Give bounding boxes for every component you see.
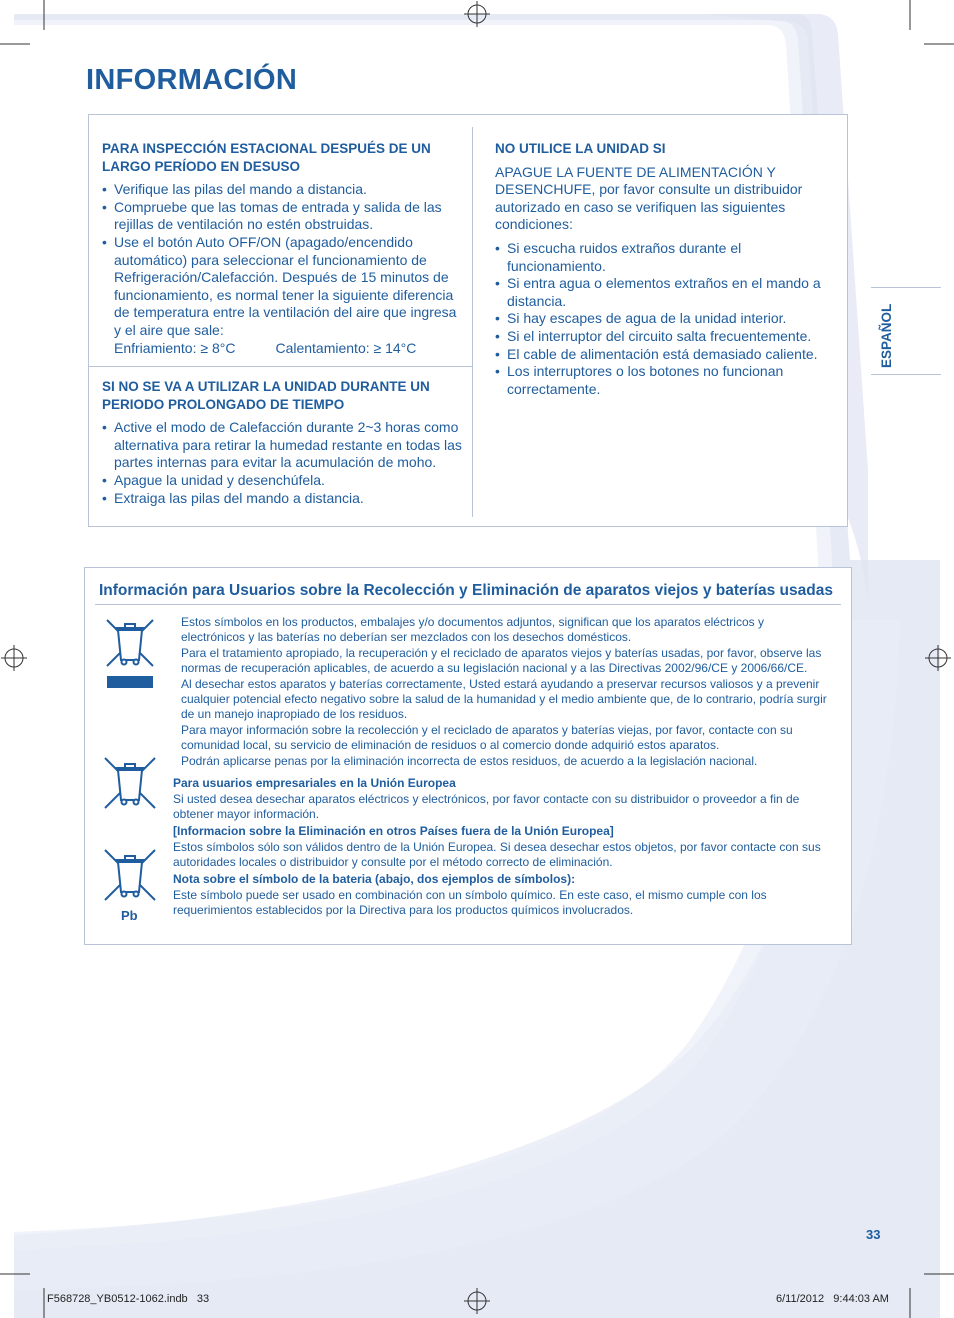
disposal-paragraphs: [181, 615, 831, 769]
section-intro: APAGUE LA FUENTE DE ALIMENTACIÓN Y DESENCHUFE, por favor consulte un distribuidor autorizado en caso se verifiquen las siguientes condiciones:: [495, 163, 803, 233]
list-item: • Apague la unidad y desenchúfela.: [102, 472, 462, 490]
list-item: • Si hay escapes de agua de la unidad interior.: [495, 310, 840, 328]
paragraph: Al desechar estos aparatos y baterías correctamente, Usted estará ayudando a preservar recursos valiosos y a prevenir cualquier potencial efecto negativo sobre la salud de la humanidad y el medio ambiente que, de lo contrario, podría surgir de un manejo inapropiado de los residuos.: [181, 676, 827, 722]
list-item: • Si escucha ruidos extraños durante el funcionamiento.: [495, 240, 840, 275]
list-item: • Active el modo de Calefacción durante 2~3 horas como alternativa para retirar la humedad restante en todas las partes internas para evitar la acumulación de moho.: [102, 419, 462, 472]
column-divider: [472, 127, 473, 517]
list-item: • Extraiga las pilas del mando a distancia.: [102, 490, 462, 508]
disposal-title: Información para Usuarios sobre la Recolección y Eliminación de aparatos viejos y baterías usadas: [99, 582, 833, 599]
section-heading: SI NO SE VA A UTILIZAR LA UNIDAD DURANTE UN PERIODO PROLONGADO DE TIEMPO: [102, 379, 430, 412]
seasonal-inspection-section: [102, 140, 462, 357]
crossed-out-bin-icon: [101, 846, 159, 904]
section-heading: NO UTILICE LA UNIDAD SI: [495, 141, 666, 156]
title-rule: [95, 604, 841, 605]
bullet-list: [495, 240, 840, 398]
info-panel: [88, 114, 848, 527]
footer-file-info: F568728_YB0512-1062.indb 33: [47, 1293, 210, 1305]
list-item: • Verifique las pilas del mando a distancia.: [102, 181, 462, 199]
outside-eu-text: Estos símbolos sólo son válidos dentro de la Unión Europea. Si desea desechar estos objetos, por favor contacte con sus autoridades locales o distribuidor y consulte por el método correcto de eliminación.: [173, 839, 821, 870]
page-title: INFORMACIÓN: [86, 64, 298, 96]
language-tab-label: ESPAÑOL: [879, 303, 894, 368]
paragraph: Para mayor información sobre la recolección y el reciclado de aparatos y baterías viejas, por favor, contacte con su comunidad local, su servicio de eliminación de residuos o al comercio donde adquirió estos aparatos.: [181, 722, 793, 753]
bullet-list: [102, 181, 462, 357]
disposal-notes: [173, 775, 833, 918]
list-item: • Si entra agua o elementos extraños en el mando a distancia.: [495, 275, 840, 310]
disposal-panel: [84, 567, 852, 945]
section-heading: PARA INSPECCIÓN ESTACIONAL DESPUÉS DE UN LARGO PERÍODO EN DESUSO: [102, 141, 431, 174]
chemical-symbol: Pb: [121, 908, 138, 923]
business-heading: Para usuarios empresariales en la Unión Europea: [173, 776, 456, 790]
crossed-out-bin-icon: [101, 754, 159, 812]
paragraph: Para el tratamiento apropiado, la recuperación y el reciclado de aparatos viejos y baterías usadas, por favor, observe las normas de recuperación aplicables, de acuerdo a su legislación nacional y a las Directivas 2002/96/CE y 2006/66/CE.: [181, 645, 822, 676]
list-item: • El cable de alimentación está demasiado caliente.: [495, 346, 840, 364]
list-item: • Compruebe que las tomas de entrada y salida de las rejillas de ventilación no estén obstruidas.: [102, 199, 462, 234]
list-item: • Los interruptores o los botones no funcionan correctamente.: [495, 363, 840, 398]
temperature-values: [114, 340, 462, 358]
footer-timestamp: 6/11/2012 9:44:03 AM: [776, 1293, 889, 1305]
paragraph: Estos símbolos en los productos, embalajes y/o documentos adjuntos, significan que los aparatos eléctricos y electrónicos y las baterías no deberían ser mezclados con los desechos domésticos.: [181, 615, 764, 645]
language-tab: [871, 287, 941, 375]
list-item: [102, 234, 462, 357]
section-divider: [89, 366, 472, 367]
outside-eu-heading: [Informacion sobre la Eliminación en otros Países fuera de la Unión Europea]: [173, 823, 614, 838]
long-period-section: [102, 378, 462, 507]
crossed-out-bin-icon: [103, 616, 157, 690]
list-item: • Si el interruptor del circuito salta frecuentemente.: [495, 328, 840, 346]
battery-heading: Nota sobre el símbolo de la bateria (abajo, dos ejemplos de símbolos):: [173, 871, 576, 886]
battery-text: Este símbolo puede ser usado en combinación con un símbolo químico. En este caso, el mismo cumple con los requerimientos establecidos por la Directiva para los productos químicos involucrados.: [173, 887, 767, 918]
bullet-list: [102, 419, 462, 507]
do-not-use-section: [495, 140, 840, 398]
business-text: Si usted desea desechar aparatos eléctricos y electrónicos, por favor contacte con su distribuidor o proveedor a fin de obtener mayor información.: [173, 792, 800, 822]
cooling-value: Enfriamiento: ≥ 8°C: [114, 339, 236, 356]
heating-value: Calentamiento: ≥ 14°C: [275, 339, 417, 356]
paragraph: Podrán aplicarse penas por la eliminación incorrecta de estos residuos, de acuerdo a la legislación nacional.: [181, 753, 758, 768]
list-item-text: Use el botón Auto OFF/ON (apagado/encendido automático) para seleccionar el funcionamiento de Refrigeración/Calefacción. Después de 15 minutos de funcionamiento, es normal tener la siguiente diferencia de temperatura entre la ventilación del aire que ingresa y el aire que sale:: [114, 233, 457, 338]
page-number: 33: [866, 1227, 881, 1242]
